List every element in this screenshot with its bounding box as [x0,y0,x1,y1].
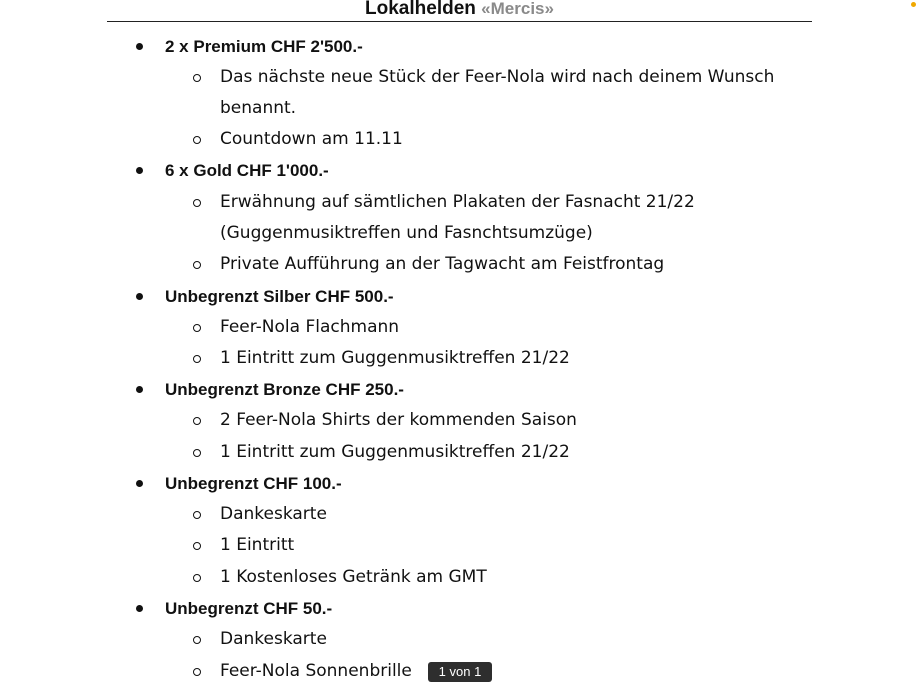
bullet-icon [136,480,143,487]
list-item-text: Feer-Nola Flachmann [220,317,400,337]
page-header [107,0,812,22]
status-dot [911,2,916,7]
list-item-text: benannt. [220,98,297,118]
bullet-icon [136,605,143,612]
list-item-text: 1 Eintritt zum Guggenmusiktreffen 21/22 [220,442,570,462]
circle-bullet-icon [193,542,201,550]
list-item [0,124,920,155]
list-item [0,343,920,374]
circle-bullet-icon [193,574,201,582]
circle-bullet-icon [193,136,201,144]
list-item-text: 2 Feer-Nola Shirts der kommenden Saison [220,410,577,430]
circle-bullet-icon [193,355,201,363]
list-item-text: 1 Kostenloses Getränk am GMT [220,567,487,587]
bullet-icon [136,293,143,300]
list-item-text: Countdown am 11.11 [220,129,403,149]
bullet-icon [136,386,143,393]
list-item [0,437,920,468]
list-item [0,562,920,593]
list-item [0,530,920,561]
list-item [0,62,920,93]
tier-label: 2 x Premium CHF 2'500.- [165,37,363,56]
circle-bullet-icon [193,449,201,457]
circle-bullet-icon [193,668,201,676]
list-item-text: Private Aufführung an der Tagwacht am Feistfrontag [220,254,665,274]
circle-bullet-icon [193,636,201,644]
circle-bullet-icon [193,199,201,207]
bullet-icon [136,43,143,50]
tier-label: Unbegrenzt CHF 100.- [165,474,342,493]
tier-label: Unbegrenzt Silber CHF 500.- [165,287,394,306]
list-item-text: Dankeskarte [220,504,327,524]
tier-bronze [0,374,920,405]
tier-label: 6 x Gold CHF 1'000.- [165,161,329,180]
tier-100 [0,468,920,499]
tier-silver [0,281,920,312]
list-item-text: Erwähnung auf sämtlichen Plakaten der Fasnacht 21/22 [220,192,695,212]
circle-bullet-icon [193,74,201,82]
list-item [0,405,920,436]
list-item [0,624,920,655]
list-item-text: 1 Eintritt [220,535,295,555]
list-item [0,249,920,280]
list-item-text: 1 Eintritt zum Guggenmusiktreffen 21/22 [220,348,570,368]
list-item-text: (Guggenmusiktreffen und Fasnchtsumzüge) [220,223,593,243]
tier-premium [0,31,920,62]
list-item-text: Dankeskarte [220,629,327,649]
list-item [0,312,920,343]
page-title: Lokalhelden [365,0,476,19]
tier-50 [0,593,920,624]
bullet-icon [136,167,143,174]
page-indicator: 1 von 1 [428,662,492,682]
circle-bullet-icon [193,511,201,519]
list-item [0,499,920,530]
circle-bullet-icon [193,324,201,332]
tier-gold [0,155,920,186]
circle-bullet-icon [193,261,201,269]
circle-bullet-icon [193,417,201,425]
list-item [0,187,920,218]
tier-label: Unbegrenzt CHF 50.- [165,599,333,618]
tier-label: Unbegrenzt Bronze CHF 250.- [165,380,404,399]
list-item-text: Feer-Nola Sonnenbrille [220,661,412,681]
list-item-text: Das nächste neue Stück der Feer-Nola wird nach deinem Wunsch [220,67,775,87]
page-subtitle: «Mercis» [481,0,554,18]
